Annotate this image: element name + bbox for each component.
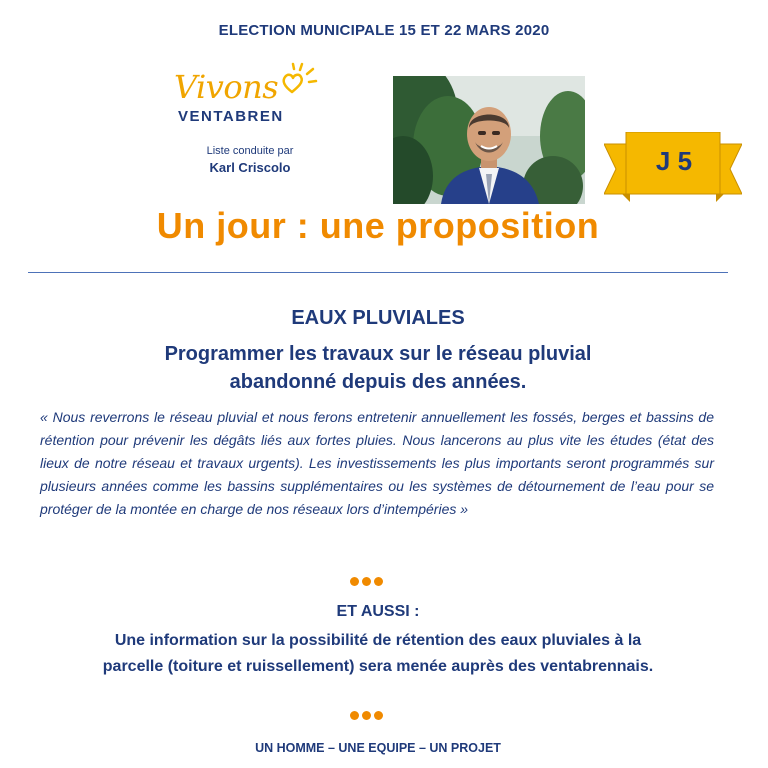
proposal-subtitle-line2: abandonné depuis des années. <box>229 371 527 393</box>
dot-icon <box>374 577 383 586</box>
section-divider <box>28 272 728 273</box>
dots-separator-1 <box>350 577 390 587</box>
dot-icon <box>350 711 359 720</box>
footer-slogan: UN HOMME – UNE EQUIPE – UN PROJET <box>255 741 501 755</box>
list-leader-name: Karl Criscolo <box>209 160 291 175</box>
dot-icon <box>362 711 371 720</box>
also-text-line2: parcelle (toiture et ruissellement) sera menée auprès des ventabrennais. <box>102 658 654 675</box>
also-title: ET AUSSI : <box>336 603 420 620</box>
candidate-portrait-image <box>393 76 585 204</box>
logo-ventabren-text: VENTABREN <box>178 108 284 125</box>
also-text-line1: Une information sur la possibilité de rétention des eaux pluviales à la <box>114 632 642 649</box>
election-title: ELECTION MUNICIPALE 15 ET 22 MARS 2020 <box>218 22 550 39</box>
heart-sun-icon <box>278 62 324 106</box>
proposal-title: EAUX PLUVIALES <box>291 307 465 329</box>
candidate-photo <box>393 76 585 204</box>
list-label: Liste conduite par <box>206 145 294 157</box>
dots-separator-2 <box>350 711 390 721</box>
dot-icon <box>350 577 359 586</box>
main-title: Un jour : une proposition <box>156 205 600 246</box>
also-text <box>0 628 756 680</box>
proposal-subtitle-line1: Programmer les travaux sur le réseau pluvial <box>164 343 592 365</box>
day-badge-label: J 5 <box>655 146 693 176</box>
proposal-quote: « Nous reverrons le réseau pluvial et nous ferons entretenir annuellement les fossés, berges et bassins de rétention pour prévenir les dégâts liés aux fortes pluies. Nous lancerons au plus vite les études (état des lieux de notre réseau et travaux urgents). Les investissements les plus importants seront programmés sur plusieurs années comme les bassins supplémentaires ou les systèmes de détournement de l’eau pour se protéger de la montée en charge de nos réseaux lors d’intempéries » <box>40 409 714 517</box>
campaign-logo <box>170 62 330 132</box>
day-badge-ribbon <box>604 132 742 212</box>
proposal-subtitle <box>0 340 756 396</box>
logo-vivons-text: Vivons <box>174 68 279 106</box>
dot-icon <box>374 711 383 720</box>
dot-icon <box>362 577 371 586</box>
